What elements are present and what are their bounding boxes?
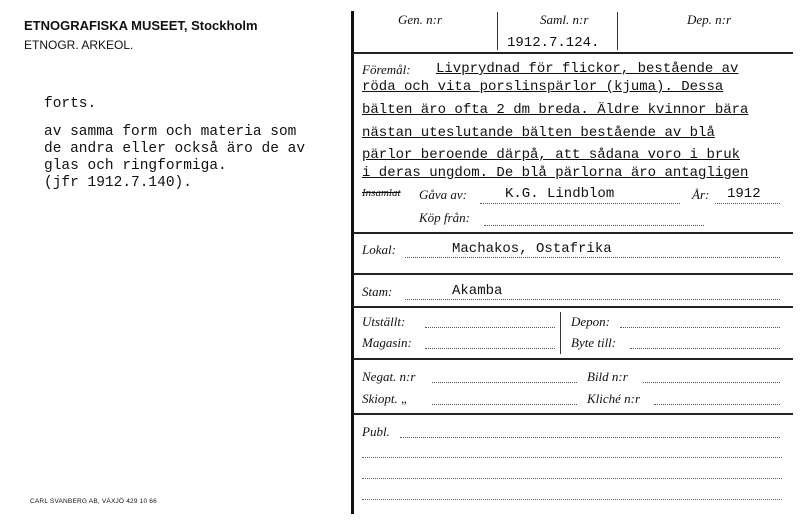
rule — [353, 306, 793, 308]
byte-line — [630, 348, 780, 349]
gen-number-label: Gen. n:r — [398, 12, 443, 27]
foremal-label: Föremål: — [362, 62, 411, 77]
number-separator — [617, 12, 618, 50]
publ-label: Publ. — [362, 424, 390, 439]
saml-number-value: 1912.7.124. — [507, 35, 600, 51]
department: ETNOGR. ARKEOL. — [24, 38, 134, 52]
storage-separator — [560, 312, 561, 354]
byte-label: Byte till: — [571, 335, 617, 350]
note-line-3: de andra eller också äro de av — [44, 141, 306, 157]
publ-line — [400, 437, 780, 438]
ar-label: År: — [692, 187, 710, 202]
bild-label: Bild n:r — [587, 369, 628, 384]
publ-line — [362, 478, 782, 479]
publ-line — [362, 499, 782, 500]
kliche-label: Kliché n:r — [587, 391, 641, 406]
lokal-value: Machakos, Ostafrika — [452, 241, 612, 257]
stam-label: Stam: — [362, 284, 393, 299]
foremal-line-1: Livprydnad för flickor, bestående av — [436, 61, 739, 77]
utstallt-label: Utställt: — [362, 314, 406, 329]
rule — [353, 52, 793, 54]
lokal-label: Lokal: — [362, 242, 396, 257]
kop-label: Köp från: — [419, 210, 470, 225]
museum-city: Stockholm — [191, 18, 258, 33]
foremal-line-3: bälten äro ofta 2 dm breda. Äldre kvinnor bära — [362, 102, 749, 118]
dep-number-label: Dep. n:r — [687, 12, 732, 27]
note-line-2: av samma form och materia som — [44, 124, 297, 140]
card-divider — [351, 11, 354, 514]
rule — [353, 413, 793, 415]
magasin-line — [425, 348, 555, 349]
foremal-line-5: pärlor beroende därpå, att sådana voro i bruk — [362, 147, 741, 163]
rule — [353, 358, 793, 360]
foremal-line-2: röda och vita porslinspärlor (kjuma). Dessa — [362, 79, 724, 95]
stam-line — [405, 299, 780, 300]
foremal-line-6: i deras ungdom. De blå pärlorna äro antagligen — [362, 165, 749, 181]
kop-line — [484, 225, 704, 226]
depon-label: Depon: — [571, 314, 610, 329]
skiopt-label: Skiopt. „ — [362, 391, 409, 406]
depon-line — [620, 327, 780, 328]
note-line-4: glas och ringformiga. — [44, 158, 227, 174]
lokal-line — [405, 257, 780, 258]
negat-label: Negat. n:r — [362, 369, 416, 384]
note-forts: forts. — [44, 96, 97, 112]
ar-line — [715, 203, 780, 204]
gava-label: Gåva av: — [419, 187, 468, 202]
insamlat-struck: Insamlat — [362, 187, 401, 199]
gava-line — [480, 203, 680, 204]
gava-value: K.G. Lindblom — [505, 186, 615, 202]
foremal-line-4: nästan uteslutande bälten bestående av blå — [362, 125, 715, 141]
skiopt-line — [432, 404, 577, 405]
stam-value: Akamba — [452, 283, 503, 299]
rule — [353, 273, 793, 275]
museum-name: ETNOGRAFISKA MUSEET, — [24, 18, 188, 33]
printer-imprint: CARL SVANBERG AB, VÄXJÖ 429 10 66 — [30, 498, 157, 505]
publ-line — [362, 457, 782, 458]
note-line-5: (jfr 1912.7.140). — [44, 175, 192, 191]
rule — [353, 232, 793, 234]
utstallt-line — [425, 327, 555, 328]
ar-value: 1912 — [727, 186, 761, 202]
negat-line — [432, 382, 577, 383]
number-separator — [497, 12, 498, 50]
saml-number-label: Saml. n:r — [540, 12, 589, 27]
museum-title — [24, 18, 258, 33]
magasin-label: Magasin: — [362, 335, 412, 350]
bild-line — [643, 382, 780, 383]
kliche-line — [654, 404, 780, 405]
